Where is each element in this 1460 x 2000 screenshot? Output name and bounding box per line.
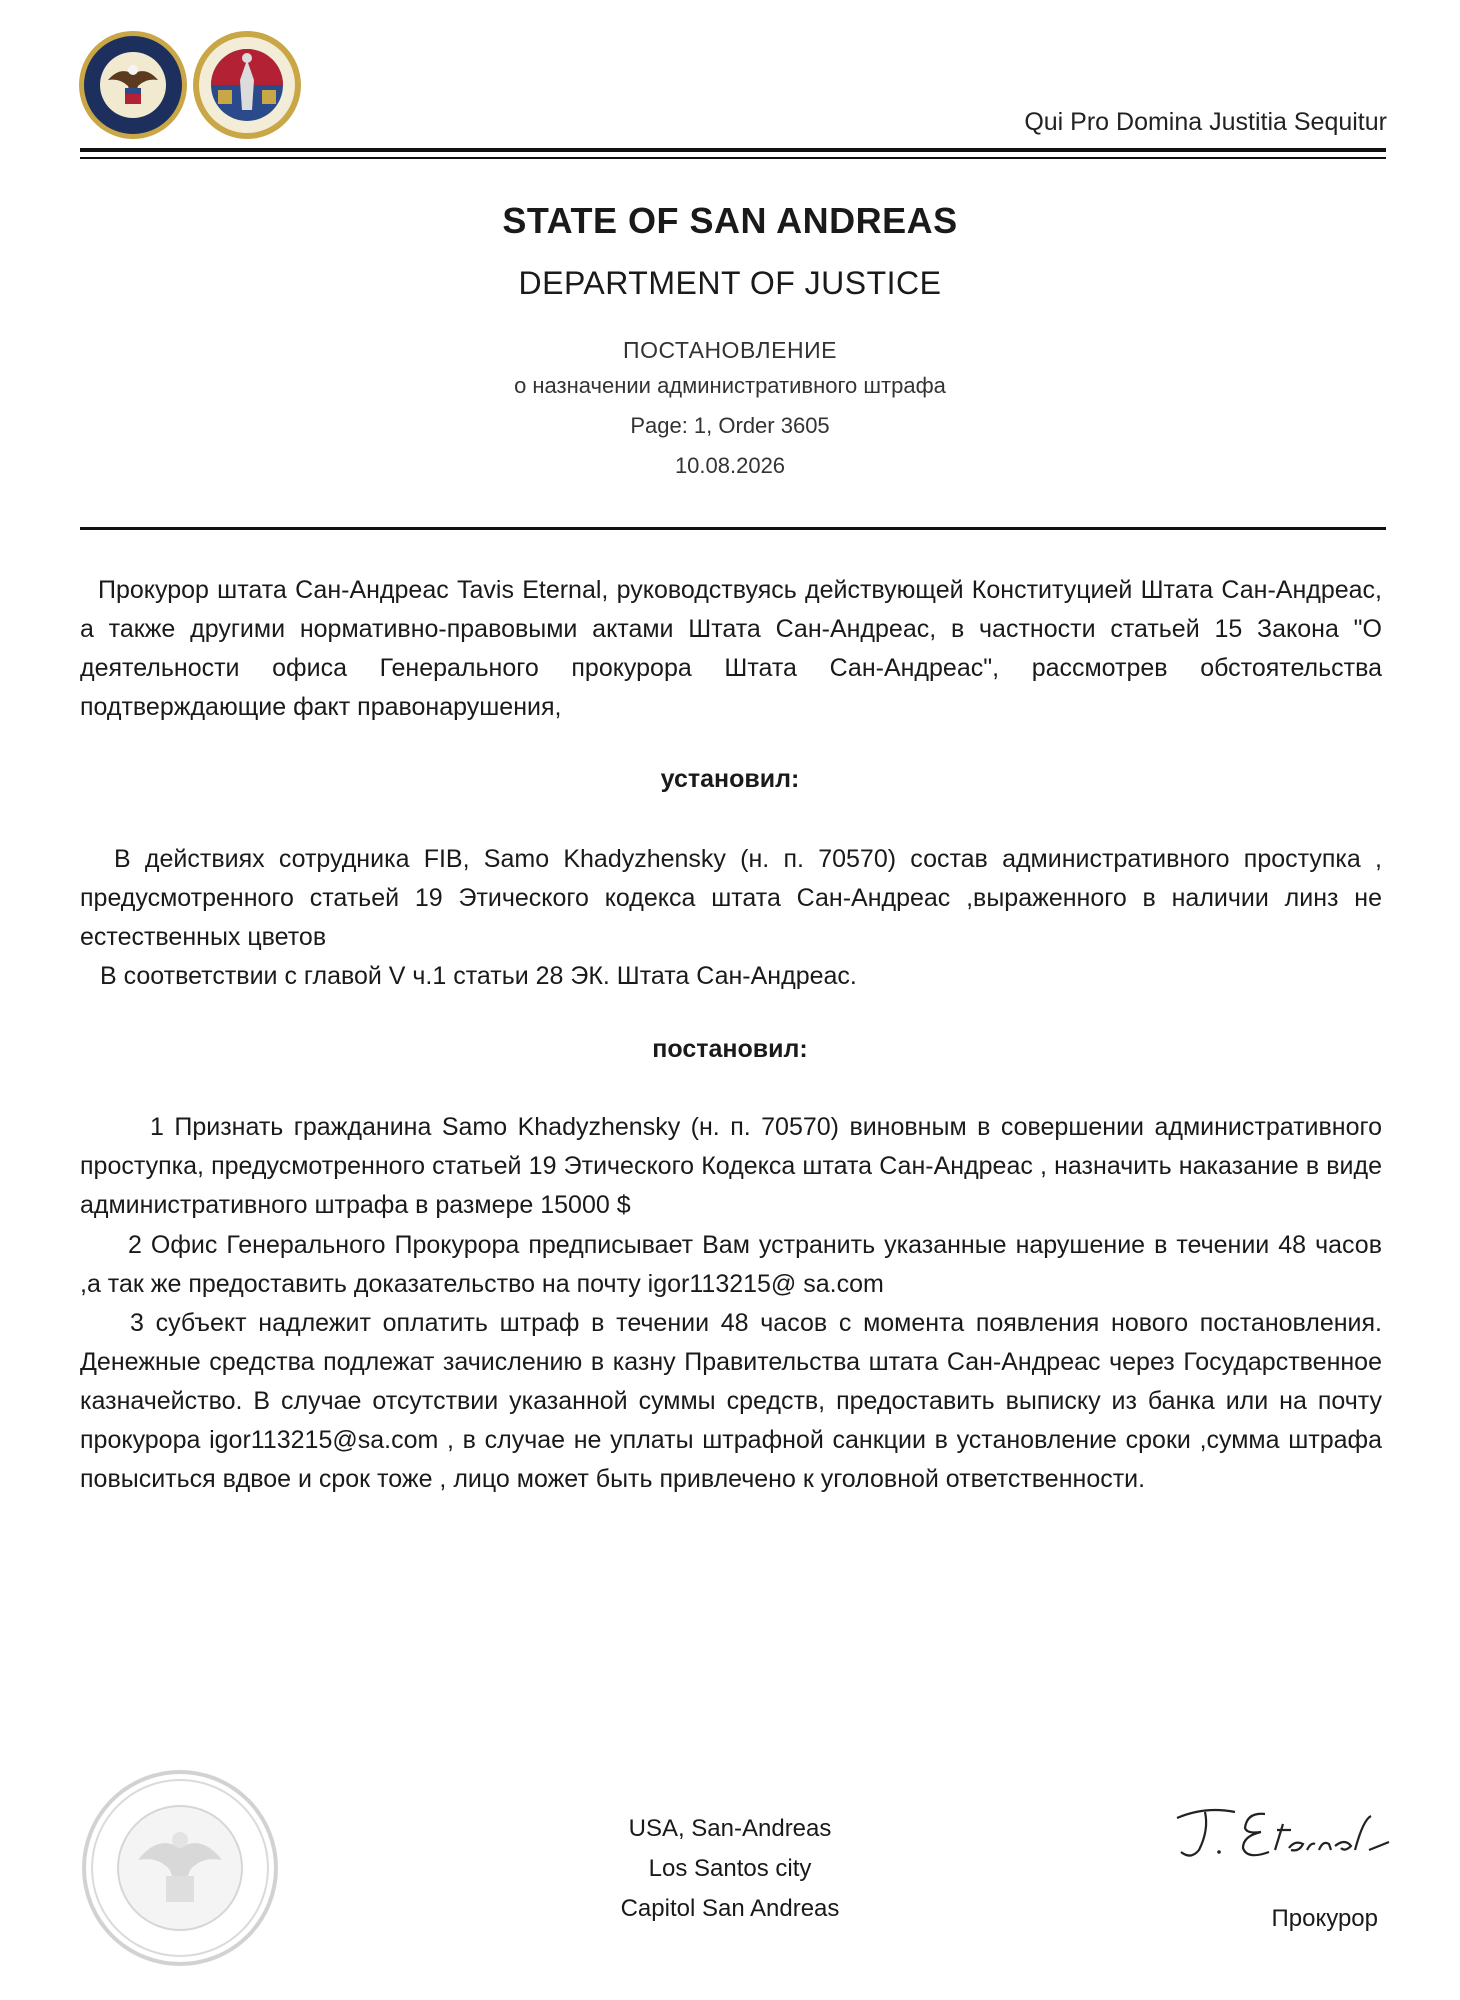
legal-basis-line: В соответствии с главой V ч.1 статьи 28 ЭК. Штата Сан-Андреас. — [100, 962, 857, 990]
state-seal-logo — [192, 30, 302, 140]
document-type: ПОСТАНОВЛЕНИЕ — [623, 337, 837, 363]
prosecutor-signature — [1165, 1790, 1395, 1870]
page-order-info: Page: 1, Order 3605 — [630, 413, 830, 438]
intro-paragraph: Прокурор штата Сан-Андреас Tavis Eternal, руководствуясь действующей Конституцией Штата Сан-Андреас, а также другими нормативно-правовыми актами Штата Сан-Андреас, в частности статьей 15 Закона "О деятельности офиса Генерального прокурора Штата Сан-Андреас", рассмотрев обстоятельства подтверждающие факт правонарушения, — [80, 576, 1382, 721]
decision-item-1: 1 Признать гражданина Samo Khadyzhensky (н. п. 70570) виновным в совершении административного проступка, предусмотренного статьей 19 Этического Кодекса штата Сан-Андреас , назначить наказание в виде административного штрафа в размере 15000 $ — [80, 1113, 1382, 1219]
document-date: 10.08.2026 — [674, 453, 786, 478]
doj-seal-logo — [78, 30, 188, 140]
finding-paragraph: В действиях сотрудника FIB, Samo Khadyzhensky (н. п. 70570) состав административного проступка , предусмотренного статьей 19 Этического кодекса штата Сан-Андреас ,выраженного в наличии линз не естественных цветов — [80, 845, 1382, 951]
address-line-2: Los Santos city — [648, 1855, 812, 1882]
decision-item-3: 3 субъект надлежит оплатить штраф в течении 48 часов с момента появления нового постановления. Денежные средства подлежат зачислению в казну Правительства штата Сан-Андреас через Государственное казначейство. В случае отсутствии указанной суммы средств, предоставить выписку из банка или на почту прокурора igor113215@sa.com , в случае не уплаты штрафной санкции в установление сроки ,сумма штрафа повыситься вдвое и срок тоже , лицо может быть привлечено к уголовной ответственности. — [80, 1309, 1382, 1493]
header-rule-thin — [80, 157, 1386, 159]
document-subtitle: о назначении административного штрафа — [514, 373, 946, 398]
decision-item-2: 2 Офис Генерального Прокурора предписывает Вам устранить указанные нарушение в течении 48 часов ,а так же предоставить доказательство на почту igor113215@ sa.com — [80, 1231, 1382, 1298]
state-title: STATE OF SAN ANDREAS — [502, 200, 958, 241]
header-motto: Qui Pro Domina Justitia Sequitur — [1024, 108, 1387, 136]
address-line-1: USA, San-Andreas — [628, 1815, 832, 1842]
header-rule-thick — [80, 148, 1386, 152]
established-heading: установил: — [660, 765, 800, 793]
title-divider — [80, 527, 1386, 530]
address-line-3: Capitol San Andreas — [620, 1895, 840, 1922]
department-title: DEPARTMENT OF JUSTICE — [518, 265, 942, 301]
decided-heading: постановил: — [652, 1035, 808, 1063]
signer-role: Прокурор — [1271, 1905, 1378, 1932]
